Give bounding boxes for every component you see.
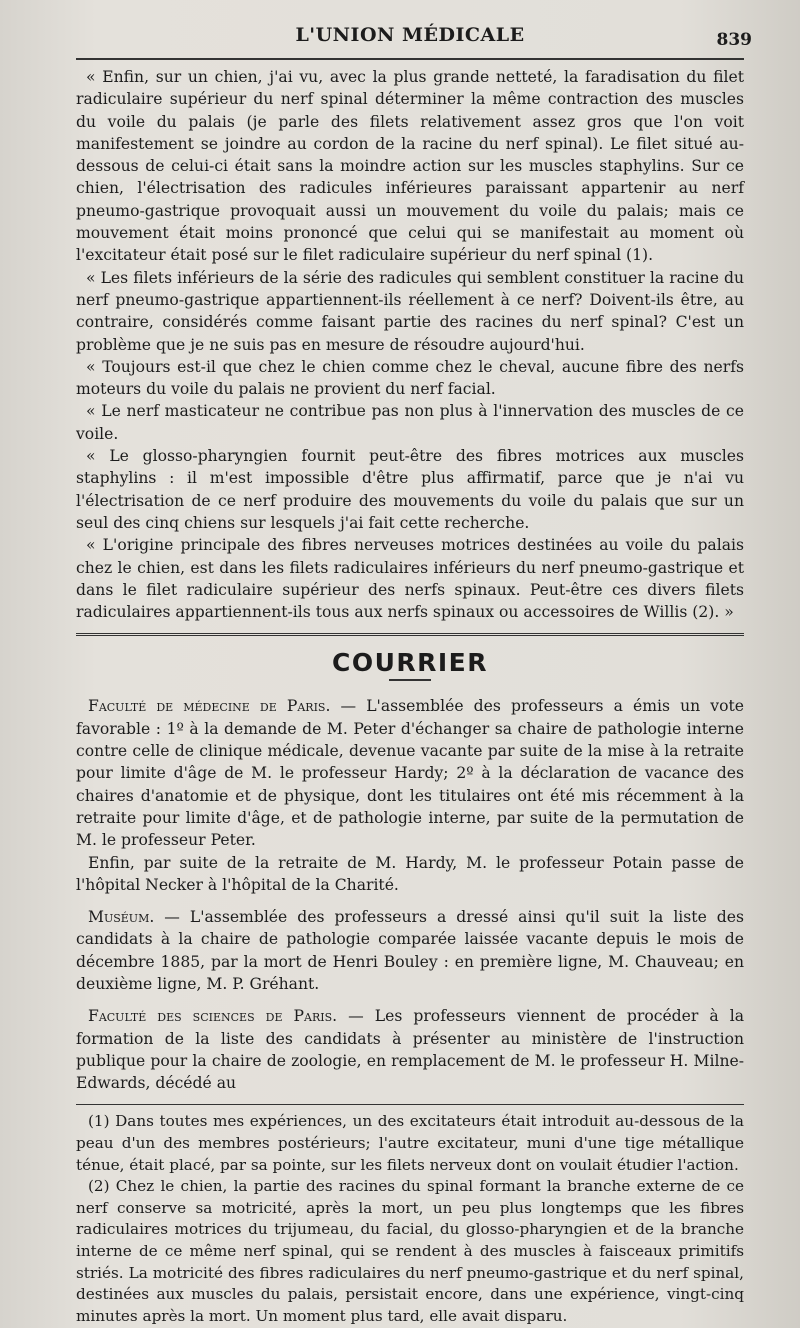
news-section <box>76 695 744 1094</box>
news-heading: Faculté de médecine de Paris. <box>88 697 331 716</box>
page-header <box>76 18 752 50</box>
section-title: COURRIER <box>331 648 489 678</box>
news-text: — L'assemblée des professeurs a émis un vote favorable : 1º à la demande de M. Peter d'échanger sa chaire de pathologie interne contre celle de clinique médicale, devenue vacante par suite de la mise à la retraite pour limite d'âge de M. le professeur Hardy; 2º à la déclaration de vacance des chaires d'anatomie et de physique, dont les titulaires ont été mis récemment à la retraite pour limite d'âge, et de pathologie interne, par suite de la permutation de M. le professeur Peter. <box>76 697 744 850</box>
news-text: — L'assemblée des professeurs a dressé ainsi qu'il suit la liste des candidats à la chaire de pathologie comparée laissée vacante depuis le mois de décembre 1885, par la mort de Henri Bouley : en première ligne, M. Chauveau; en deuxième ligne, M. P. Gréhant. <box>76 908 744 993</box>
news-item <box>76 695 744 851</box>
news-heading: Muséum. <box>88 908 155 927</box>
news-heading: Faculté des sciences de Paris. <box>88 1007 338 1026</box>
quote-paragraph: « Le glosso-pharyngien fournit peut-être des fibres motrices aux muscles staphylins : il m'est impossible d'être plus affirmatif, parce que je n'ai vu l'électrisation de ce nerf produire des mouvements du voile du palais que sur un seul des cinq chiens sur lesquels j'ai fait cette recherche. <box>76 447 744 532</box>
news-item <box>76 906 744 995</box>
quote-paragraph: « L'origine principale des fibres nerveuses motrices destinées au voile du palais chez le chien, est dans les filets radiculaires inférieurs du nerf pneumo-gastrique et dans le filet radiculaire supérieur des nerfs spinaux. Peut-être ces divers filets radiculaires appartiennent-ils tous aux nerfs spinaux ou accessoires de Willis (2). » <box>76 536 744 622</box>
quote-paragraph: « Les filets inférieurs de la série des radicules qui semblent constituer la racine du nerf pneumo-gastrique appartiennent-ils réellement à ce nerf? Doivent-ils être, au contraire, considérés comme faisant partie des racines du nerf spinal? C'est un problème que je ne suis pas en mesure de résoudre aujourd'hui. <box>76 268 744 354</box>
running-title: L'UNION MÉDICALE <box>295 24 525 46</box>
page-number: 839 <box>716 30 752 50</box>
quoted-text <box>76 66 744 623</box>
footnote: (2) Chez le chien, la partie des racines du spinal formant la branche externe de ce nerf conserve sa motricité, après la mort, un peu plus longtemps que les fibres radiculaires motrices du trijumeau, du facial, du glosso-pharyngien et de la branche interne de ce même nerf spinal, qui se rendent à des muscles à faisceaux primitifs striés. La motricité des fibres radiculaires du nerf pneumo-gastrique et du nerf spinal, destinées aux muscles du palais, persistait encore, dans une expérience, vingt-cinq minutes après la mort. Un moment plus tard, elle avait disparu. <box>76 1177 744 1325</box>
news-item <box>76 1005 744 1094</box>
news-text: — Les professeurs viennent de procéder à la formation de la liste des candidats à présenter au ministère de l'instruction publique pour la chaire de zoologie, en remplacement de M. le professeur H. Milne-Edwards, décédé au <box>76 1007 744 1093</box>
title-underline <box>389 679 431 681</box>
footnotes <box>76 1111 744 1327</box>
footnote: (1) Dans toutes mes expériences, un des excitateurs était introduit au-dessous de la peau d'un des membres postérieurs; l'autre excitateur, muni d'une tige métallique ténue, était placé, par sa pointe, sur les filets nerveux dont on voulait étudier l'action. <box>76 1112 744 1174</box>
news-continuation: Enfin, par suite de la retraite de M. Hardy, M. le professeur Potain passe de l'hôpital Necker à l'hôpital de la Charité. <box>76 853 744 894</box>
footnote-rule <box>76 1104 744 1105</box>
quote-paragraph: « Le nerf masticateur ne contribue pas non plus à l'innervation des muscles de ce voile. <box>76 402 744 443</box>
section-divider <box>76 633 744 636</box>
header-rule <box>76 58 744 60</box>
quote-paragraph: « Enfin, sur un chien, j'ai vu, avec la plus grande netteté, la faradisation du filet radiculaire supérieur du nerf spinal déterminer la même contraction des muscles du voile du palais (je parle des filets relativement assez gros que l'on voit manifestement se joindre au cordon de la racine du nerf spinal). Le filet situé au-dessous de celui-ci était sans la moindre action sur les muscles staphylins. Sur ce chien, l'électrisation des radicules inférieures paraissant appartenir au nerf pneumo-gastrique provoquait aussi un mouvement du voile du palais; mais ce mouvement était moins prononcé que celui qui se manifestait au moment où l'excitateur était posé sur le filet radiculaire supérieur du nerf spinal (1). <box>76 68 744 265</box>
quote-paragraph: « Toujours est-il que chez le chien comme chez le cheval, aucune fibre des nerfs moteurs du voile du palais ne provient du nerf facial. <box>76 357 744 399</box>
